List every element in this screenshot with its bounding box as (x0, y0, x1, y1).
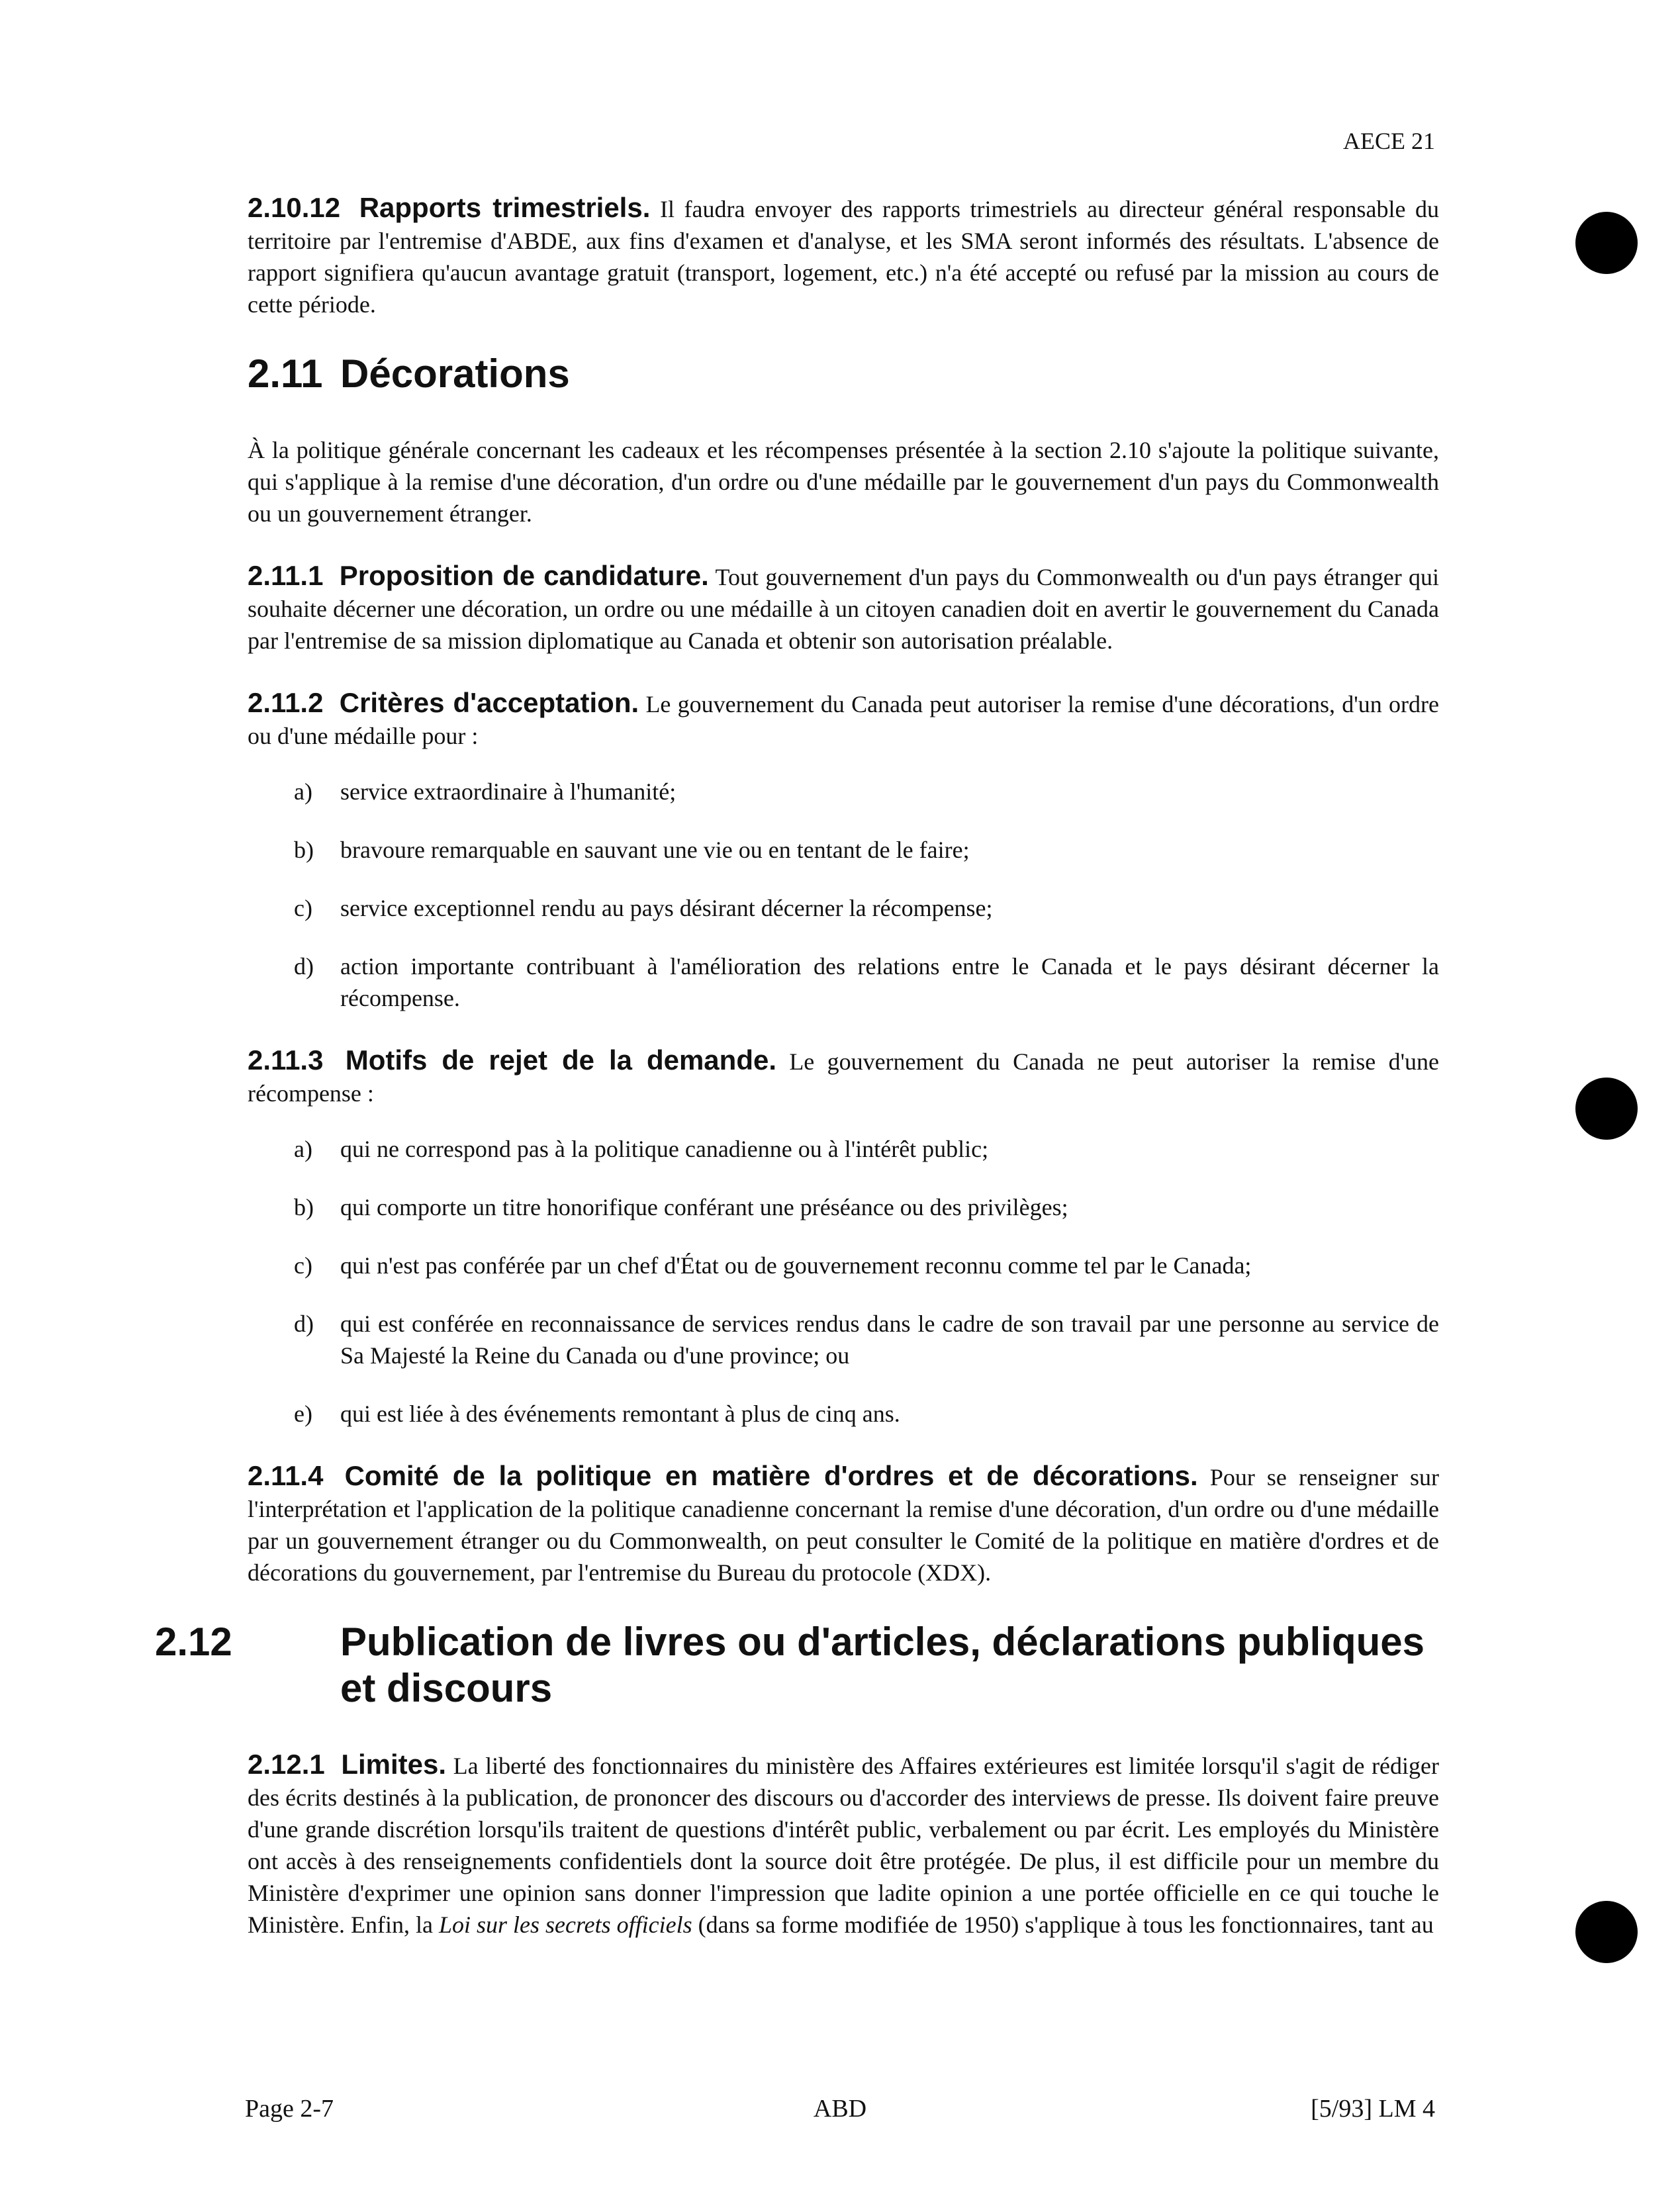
section-2-10-12 (248, 192, 1439, 320)
list-item-label: c) (294, 895, 312, 921)
heading-title: Publication de livres ou d'articles, déclarations publiques et discours (340, 1620, 1425, 1710)
section-2-11-4 (248, 1460, 1439, 1588)
section-title: Proposition de candidature. (339, 560, 709, 591)
footer-center: ABD (813, 2095, 867, 2123)
criteria-list (248, 776, 1439, 1014)
list-item-text: qui est conférée en reconnaissance de services rendus dans le cadre de son travail par une personne au service de Sa Majesté la Reine du Canada ou d'une province; ou (340, 1310, 1439, 1369)
list-item-label: b) (294, 837, 314, 863)
section-title: Motifs de rejet de la demande. (345, 1044, 777, 1076)
section-text: Il faudra envoyer des rapports trimestriels au directeur général responsable du territoire par l'entremise d'ABDE, aux fins d'examen et d'analyse, et les SMA seront informés des résultats. L'absence de rapport signifiera qu'aucun avantage gratuit (transport, logement, etc.) n'a été accepté ou refusé par la mission au cours de cette période. (248, 196, 1440, 318)
list-item-label: a) (294, 1136, 312, 1162)
section-text: Pour se renseigner sur l'interprétation et l'application de la politique canadienne concernant la remise d'une décoration, d'un ordre ou d'une médaille par un gouvernement étranger ou du Commonwealth, on peut consulter le Comité de la politique en matière d'ordres et de décorations du gouvernement, par l'entremise du Bureau du protocole (XDX). (248, 1464, 1440, 1586)
list-item-label: e) (294, 1401, 312, 1427)
heading-2-11 (248, 351, 1439, 397)
section-2-12-1 (248, 1749, 1439, 1941)
section-2-11-intro: À la politique générale concernant les cadeaux et les récompenses présentée à la section 2.10 s'ajoute la politique suivante, qui s'applique à la remise d'une décoration, d'un ordre ou d'une médaille par le gouvernement d'un pays du Commonwealth ou un gouvernement étranger. (248, 437, 1439, 527)
footer-revision: [5/93] LM 4 (1311, 2095, 1435, 2123)
list-item-label: d) (294, 953, 314, 980)
heading-number: 2.11 (248, 351, 323, 396)
list-item (294, 834, 1439, 866)
section-2-11-2 (248, 687, 1439, 752)
section-title: Critères d'acceptation. (339, 687, 639, 718)
section-text-continued: (dans sa forme modifiée de 1950) s'applique à tous les fonctionnaires, tant au (698, 1911, 1434, 1938)
section-text: Le gouvernement du Canada peut autoriser la remise d'une décorations, d'un ordre ou d'une médaille pour : (248, 691, 1439, 749)
list-item-text: service exceptionnel rendu au pays désirant décerner la récompense; (340, 895, 993, 921)
section-text: Le gouvernement du Canada ne peut autoriser la remise d'une récompense : (248, 1048, 1440, 1107)
section-title: Rapports trimestriels. (359, 192, 651, 223)
list-item (294, 776, 1439, 807)
list-item-text: qui est liée à des événements remontant à plus de cinq ans. (340, 1401, 900, 1427)
section-number: 2.10.12 (248, 192, 341, 223)
list-item-label: c) (294, 1252, 312, 1279)
list-item (294, 1308, 1439, 1371)
page-number: Page 2-7 (245, 2095, 334, 2123)
binder-hole-icon (1575, 212, 1638, 274)
list-item (294, 892, 1439, 924)
list-item (294, 1191, 1439, 1223)
section-number: 2.11.4 (248, 1460, 324, 1491)
list-item-label: a) (294, 778, 312, 805)
list-item (294, 1398, 1439, 1430)
heading-title: Décorations (340, 351, 570, 396)
section-number: 2.11.3 (248, 1044, 324, 1076)
list-item-text: qui n'est pas conférée par un chef d'État ou de gouvernement reconnu comme tel par le Canada; (340, 1252, 1252, 1279)
section-number: 2.12.1 (248, 1749, 325, 1780)
list-item-text: service extraordinaire à l'humanité; (340, 778, 677, 805)
section-number: 2.11.2 (248, 687, 324, 718)
heading-number: 2.12 (155, 1620, 232, 1664)
list-item-text: qui comporte un titre honorifique conférant une préséance ou des privilèges; (340, 1194, 1068, 1220)
rejection-list (248, 1133, 1439, 1430)
section-text: Tout gouvernement d'un pays du Commonwealth ou d'un pays étranger qui souhaite décerner une décoration, un ordre ou une médaille à un citoyen canadien doit en avertir le gouvernement du Canada par l'entremise de sa mission diplomatique au Canada et obtenir son autorisation préalable. (248, 564, 1440, 654)
section-number: 2.11.1 (248, 560, 324, 591)
document-body (155, 192, 1440, 1941)
list-item-label: b) (294, 1194, 314, 1220)
binder-hole-icon (1575, 1901, 1638, 1963)
list-item-label: d) (294, 1310, 314, 1337)
list-item (294, 950, 1439, 1014)
document-code: AECE 21 (1343, 128, 1435, 154)
heading-2-12 (155, 1619, 1439, 1712)
list-item-text: action importante contribuant à l'amélioration des relations entre le Canada et le pays désirant décerner la récompense. (340, 953, 1439, 1011)
list-item (294, 1133, 1439, 1165)
section-2-11-3 (248, 1044, 1439, 1109)
section-title: Limites. (341, 1749, 447, 1780)
section-2-11-1 (248, 560, 1439, 657)
binder-hole-icon (1575, 1078, 1638, 1140)
list-item-text: qui ne correspond pas à la politique canadienne ou à l'intérêt public; (340, 1136, 989, 1162)
list-item (294, 1250, 1439, 1281)
list-item-text: bravoure remarquable en sauvant une vie ou en tentant de le faire; (340, 837, 970, 863)
section-text: La liberté des fonctionnaires du ministère des Affaires extérieures est limitée lorsqu'il s'agit de rédiger des écrits destinés à la publication, de prononcer des discours ou d'accorder des interviews de presse. Ils doivent faire preuve d'une grande discrétion lorsqu'ils traitent de questions d'intérêt public, verbalement ou par écrit. Les employés du Ministère ont accès à des renseignements confidentiels dont la source doit être protégée. De plus, il est difficile pour un membre du Ministère d'exprimer une opinion sans donner l'impression que ladite opinion a une portée officielle en ce qui touche le Ministère. Enfin, la (248, 1753, 1440, 1938)
section-title: Comité de la politique en matière d'ordres et de décorations. (344, 1460, 1198, 1491)
law-title: Loi sur les secrets officiels (438, 1911, 692, 1938)
